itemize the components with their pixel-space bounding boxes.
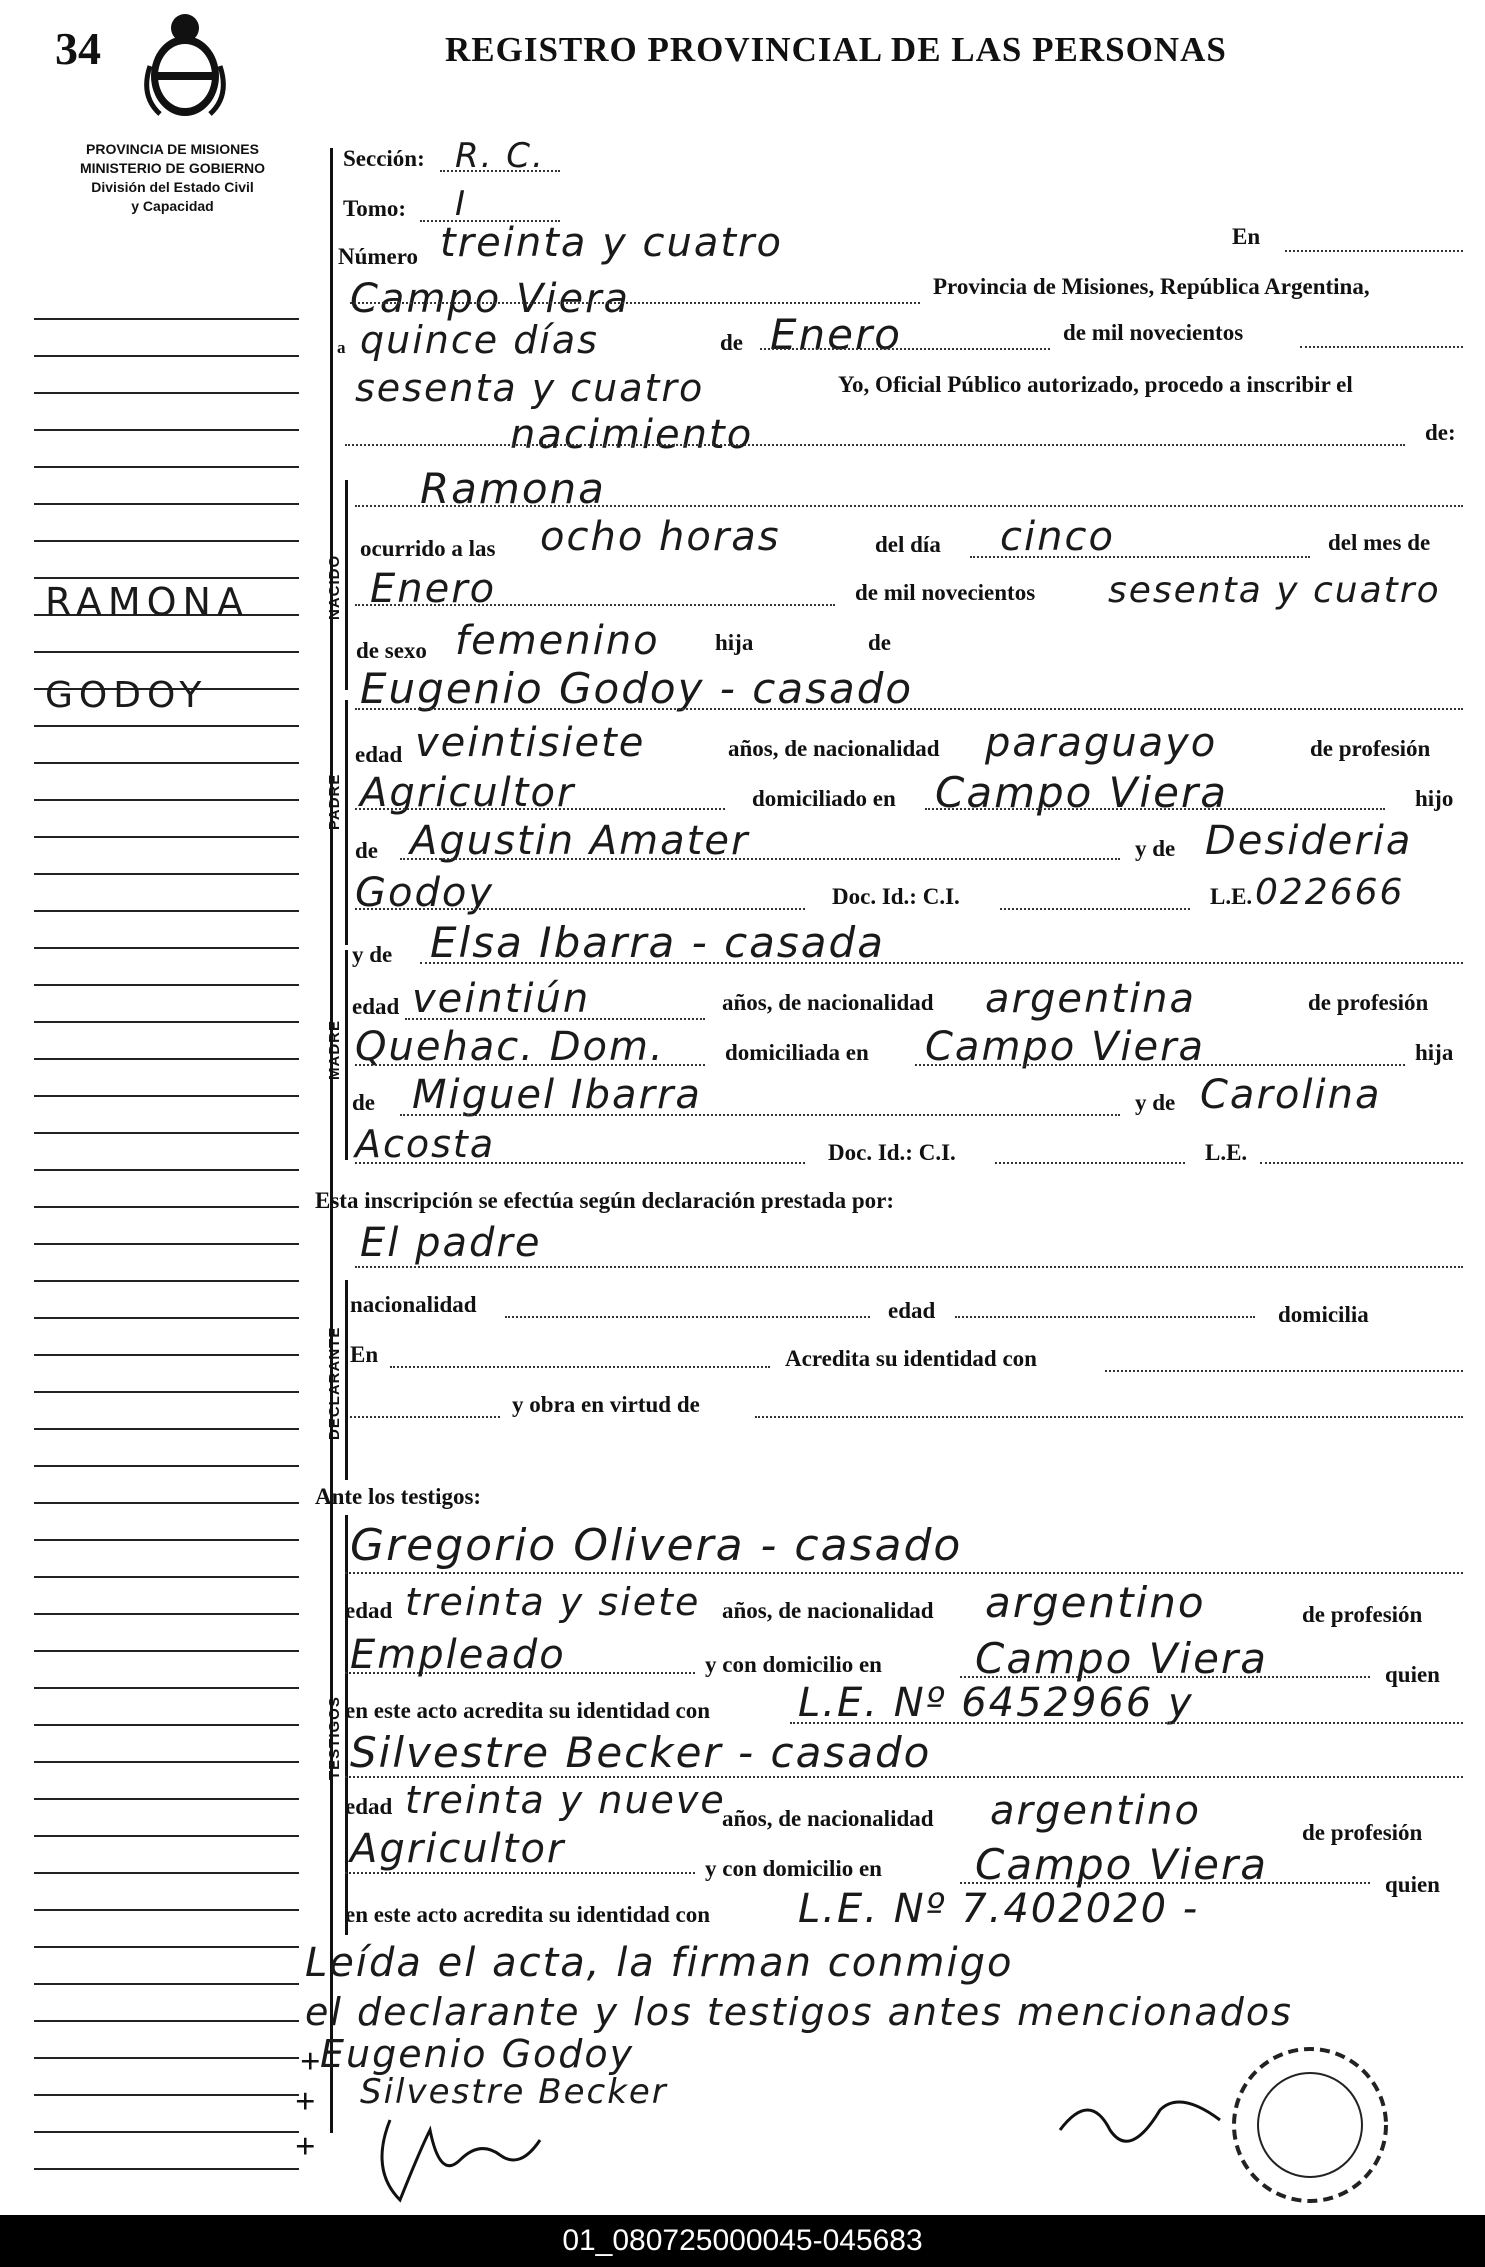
- value-abuela-m: Carolina: [1200, 1072, 1382, 1118]
- side-label-declarante: DECLARANTE: [326, 1326, 343, 1440]
- label-tomo: Tomo:: [343, 196, 407, 221]
- value-abuela-ap: Godoy: [355, 870, 495, 916]
- label-domiciliada-en: domiciliada en: [725, 1040, 869, 1065]
- plus-mark-2: +: [295, 2081, 316, 2121]
- org-line-1: PROVINCIA DE MISIONES: [86, 141, 259, 157]
- value-t1-dom: Campo Viera: [975, 1634, 1268, 1683]
- label-de-profesion-padre: de profesión: [1310, 736, 1431, 761]
- value-anio: sesenta y cuatro: [355, 366, 705, 410]
- label-y-de-madre-2: y de: [1135, 1090, 1176, 1115]
- madre-bracket: [345, 950, 348, 1160]
- padre-bracket: [345, 700, 348, 945]
- label-edad-declarante: edad: [888, 1298, 936, 1323]
- value-padre-dom: Campo Viera: [935, 768, 1228, 817]
- value-t2-doc: L.E. Nº 7.402020 -: [798, 1886, 1200, 1932]
- label-y-de-padre: y de: [1135, 836, 1176, 861]
- value-abuelo: Agustin Amater: [410, 818, 750, 864]
- label-de-profesion-t1: de profesión: [1302, 1602, 1423, 1627]
- value-sexo: femenino: [455, 618, 660, 664]
- value-testigo1: Gregorio Olivera - casado: [350, 1520, 963, 1571]
- label-de-1: de: [720, 330, 743, 355]
- value-dia: quince días: [360, 318, 599, 362]
- label-ante-testigos: Ante los testigos:: [315, 1484, 482, 1509]
- label-le-madre: L.E.: [1205, 1140, 1248, 1165]
- label-edad-t2: edad: [345, 1794, 393, 1819]
- margin-name: RAMONA: [45, 580, 249, 624]
- side-label-nacido: NACIDO: [326, 554, 343, 620]
- label-domicilia: domicilia: [1278, 1302, 1369, 1327]
- label-acredita: Acredita su identidad con: [785, 1346, 1037, 1371]
- org-line-2: MINISTERIO DE GOBIERNO: [79, 160, 266, 176]
- value-padre-prof: Agricultor: [360, 770, 576, 816]
- value-abuela: Desideria: [1205, 818, 1413, 864]
- value-padre-edad: veintisiete: [415, 720, 646, 766]
- declarante-bracket: [345, 1280, 348, 1480]
- closing-line-1: Leída el acta, la firman conmigo: [305, 1940, 1014, 1986]
- label-anios-nac-madre: años, de nacionalidad: [722, 990, 934, 1015]
- value-nombre: Ramona: [420, 464, 606, 513]
- label-del-dia: del día: [875, 532, 941, 557]
- value-tomo: I: [455, 184, 468, 224]
- label-y-con-domicilio-t1: y con domicilio en: [705, 1652, 882, 1677]
- label-a: a: [337, 338, 346, 357]
- value-mes: Enero: [770, 310, 902, 359]
- label-doc-id-madre: Doc. Id.: C.I.: [828, 1140, 956, 1165]
- org-line-3: División del Estado Civil: [91, 179, 254, 195]
- plus-mark-1: +: [300, 2041, 321, 2081]
- label-provincia: Provincia de Misiones, República Argentina,: [933, 274, 1370, 299]
- official-stamp-icon: [1225, 2040, 1395, 2210]
- label-de-madre-padres: de: [352, 1090, 375, 1115]
- label-quien-t2: quien: [1385, 1872, 1440, 1897]
- label-anios-nac-t2: años, de nacionalidad: [722, 1806, 934, 1831]
- value-t1-nac: argentino: [985, 1578, 1206, 1627]
- value-padre-le: 022666: [1255, 872, 1405, 913]
- closing-line-2: el declarante y los testigos antes mencionados: [305, 1990, 1293, 2034]
- label-de-mil-novecientos: de mil novecientos: [855, 580, 1036, 605]
- plus-mark-3: +: [295, 2126, 316, 2166]
- side-label-testigos: TESTIGOS: [326, 1696, 343, 1780]
- label-de-sexo: de sexo: [356, 638, 427, 663]
- value-madre: Elsa Ibarra - casada: [430, 918, 885, 967]
- label-en: En: [1232, 224, 1261, 249]
- org-block: [30, 140, 315, 216]
- value-anio-nac: sesenta y cuatro: [1108, 570, 1441, 611]
- page-number: 34: [55, 23, 101, 74]
- label-edad-padre: edad: [355, 742, 403, 767]
- value-testigo2: Silvestre Becker - casado: [350, 1728, 932, 1777]
- value-abuelo-m: Miguel Ibarra: [412, 1072, 702, 1118]
- value-t1-edad: treinta y siete: [405, 1580, 701, 1624]
- label-del-mes-de: del mes de: [1328, 530, 1431, 555]
- label-de-2: de: [868, 630, 891, 655]
- signature-testigo: Silvestre Becker: [360, 2072, 668, 2112]
- value-seccion: R. C.: [455, 136, 545, 176]
- value-t1-prof: Empleado: [350, 1632, 566, 1678]
- side-label-padre: PADRE: [326, 773, 343, 830]
- label-edad-madre: edad: [352, 994, 400, 1019]
- value-madre-edad: veintiún: [412, 976, 591, 1022]
- label-edad-t1: edad: [345, 1598, 393, 1623]
- label-anios-nac-t1: años, de nacionalidad: [722, 1598, 934, 1623]
- value-numero: treinta y cuatro: [440, 220, 783, 266]
- document-title: REGISTRO PROVINCIAL DE LAS PERSONAS: [445, 30, 1227, 69]
- label-yo-oficial: Yo, Oficial Público autorizado, procedo a inscribir el: [838, 372, 1353, 397]
- label-y-de-madre: y de: [352, 942, 393, 967]
- coat-of-arms-icon: [140, 6, 230, 124]
- side-label-madre: MADRE: [326, 1020, 343, 1080]
- org-line-4: y Capacidad: [131, 198, 214, 214]
- value-t2-prof: Agricultor: [350, 1826, 566, 1872]
- value-mes-nac: Enero: [370, 566, 497, 612]
- label-de-colon: de:: [1425, 420, 1456, 445]
- label-quien-t1: quien: [1385, 1662, 1440, 1687]
- value-abuela-m-ap: Acosta: [355, 1122, 496, 1166]
- label-inscripcion: Esta inscripción se efectúa según declaración prestada por:: [315, 1188, 895, 1213]
- value-hora: ocho horas: [540, 514, 781, 560]
- margin-surname: GODOY: [45, 675, 208, 716]
- label-doc-id-padre: Doc. Id.: C.I.: [832, 884, 960, 909]
- value-t2-nac: argentino: [990, 1788, 1201, 1834]
- label-acredita-t2: en este acto acredita su identidad con: [345, 1902, 711, 1927]
- label-ocurrido: ocurrido a las: [360, 536, 496, 561]
- signature-padre: Eugenio Godoy: [320, 2032, 635, 2076]
- value-madre-dom: Campo Viera: [925, 1024, 1206, 1070]
- label-anios-nac-padre: años, de nacionalidad: [728, 736, 940, 761]
- label-en-declarante: En: [350, 1342, 379, 1367]
- label-acredita-t1: en este acto acredita su identidad con: [345, 1698, 711, 1723]
- label-numero: Número: [338, 244, 419, 269]
- label-de-padre-padres: de: [355, 838, 378, 863]
- value-madre-nac: argentina: [985, 976, 1196, 1022]
- value-dia-nac: cinco: [1000, 514, 1115, 560]
- label-mil-novecientos: de mil novecientos: [1063, 320, 1244, 345]
- label-domiciliado-en: domiciliado en: [752, 786, 896, 811]
- label-hija-madre: hija: [1415, 1040, 1454, 1065]
- value-padre-nac: paraguayo: [985, 720, 1218, 766]
- value-declarante: El padre: [360, 1220, 542, 1266]
- footer-id: 01_080725000045-045683: [0, 2215, 1485, 2267]
- signature-scribble-1: [360, 2110, 560, 2210]
- label-le-padre: L.E.: [1210, 884, 1253, 909]
- value-madre-prof: Quehac. Dom.: [355, 1024, 665, 1070]
- label-de-profesion-t2: de profesión: [1302, 1820, 1423, 1845]
- value-lugar: Campo Viera: [350, 276, 631, 322]
- label-hija: hija: [715, 630, 754, 655]
- signature-scribble-2: [1050, 2080, 1230, 2160]
- value-acto: nacimiento: [510, 412, 754, 458]
- label-obra: y obra en virtud de: [512, 1392, 700, 1417]
- label-y-con-domicilio-t2: y con domicilio en: [705, 1856, 882, 1881]
- main-vertical-rule: [330, 148, 333, 2133]
- value-t2-edad: treinta y nueve: [405, 1778, 726, 1822]
- label-hijo: hijo: [1415, 786, 1454, 811]
- nacido-bracket: [345, 480, 348, 690]
- value-t2-dom: Campo Viera: [975, 1840, 1268, 1889]
- label-de-profesion-madre: de profesión: [1308, 990, 1429, 1015]
- label-nacionalidad: nacionalidad: [350, 1292, 477, 1317]
- label-seccion: Sección:: [343, 146, 425, 171]
- value-padre: Eugenio Godoy - casado: [360, 664, 914, 713]
- value-t1-doc: L.E. Nº 6452966 y: [798, 1680, 1194, 1726]
